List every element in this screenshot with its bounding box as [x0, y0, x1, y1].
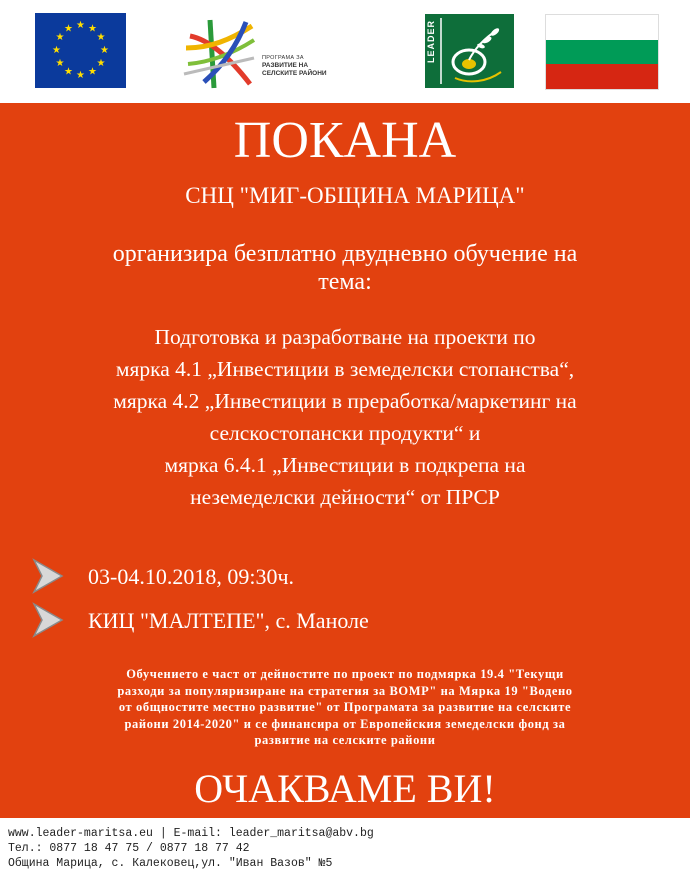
invitation-title: ПОКАНА: [233, 112, 457, 169]
arrow-bullet-icon: [28, 602, 68, 638]
svg-text:★: ★: [76, 20, 85, 31]
svg-text:★: ★: [88, 66, 97, 78]
prsr-logo-line: РАЗВИТИЕ НА: [262, 62, 309, 69]
intro-line: тема:: [318, 269, 372, 295]
note-line: Обучението е част от дейностите по проект по подмярка 19.4 "Текущи: [126, 667, 564, 681]
svg-text:★: ★: [64, 66, 73, 78]
topic-line: неземеделски дейности“ от ПРСР: [190, 485, 500, 509]
svg-text:★: ★: [64, 23, 73, 35]
svg-text:★: ★: [52, 45, 61, 56]
svg-text:★: ★: [96, 32, 106, 43]
venue: КИЦ "МАЛТЕПЕ", с. Маноле: [88, 608, 369, 633]
svg-text:★: ★: [55, 58, 65, 69]
topic-line: мярка 4.1 „Инвестиции в земеделски стопанства“,: [115, 357, 575, 381]
note-line: развитие на селските райони: [254, 733, 436, 747]
arrow-bullet-icon: [28, 558, 68, 594]
intro-line: организира безплатно двудневно обучение на: [112, 241, 578, 267]
training-topic: [20, 321, 670, 513]
topic-line: мярка 6.4.1 „Инвестиции в подкрепа на: [164, 453, 526, 477]
topic-line: селскостопански продукти“ и: [209, 421, 481, 445]
leader-logo: [425, 14, 514, 88]
intro-text: [40, 240, 650, 296]
leader-logo-icon: [425, 14, 514, 88]
leader-logo-label: LEADER: [426, 20, 436, 64]
note-line: разходи за популяризиране на стратегия за ВОМР" на Мярка 19 "Водено: [117, 683, 573, 698]
svg-text:★: ★: [76, 70, 85, 81]
svg-text:★: ★: [96, 58, 106, 69]
invitation-panel: [0, 103, 690, 818]
svg-text:★: ★: [55, 32, 65, 43]
date-time: 03-04.10.2018, 09:30ч.: [88, 564, 295, 589]
topic-line: Подготовка и разработване на проекти по: [154, 325, 536, 349]
footer-address: Община Марица, с. Калековец,ул. "Иван Вазов" №5: [8, 857, 333, 870]
bulgarian-flag-icon: [545, 14, 659, 90]
note-line: райони 2014-2020" и се финансира от Европейския земеделски фонд за: [124, 716, 566, 731]
topic-line: мярка 4.2 „Инвестиции в преработка/маркетинг на: [113, 389, 577, 413]
footer-phone: Тел.: 0877 18 47 75 / 0877 18 77 42: [8, 842, 250, 855]
prsr-logo-line: СЕЛСКИТЕ РАЙОНИ: [262, 70, 327, 77]
eu-flag-icon: [35, 13, 126, 88]
organizer-name: СНЦ "МИГ-ОБЩИНА МАРИЦА": [185, 183, 525, 208]
svg-text:★: ★: [100, 45, 109, 56]
closing-message: ОЧАКВАМЕ ВИ!: [194, 766, 496, 811]
contact-footer: [0, 818, 690, 875]
prsr-logo: [180, 18, 350, 90]
prsr-logo-line: ПРОГРАМА ЗА: [262, 55, 304, 61]
funding-note: [18, 666, 672, 749]
prsr-logo-icon: [180, 18, 260, 90]
svg-text:★: ★: [88, 23, 97, 35]
note-line: от общностите местно развитие" от Програмата за развитие на селските: [118, 700, 572, 714]
footer-web-email: www.leader-maritsa.eu | E-mail: leader_maritsa@abv.bg: [8, 827, 374, 840]
logo-header: [0, 0, 690, 103]
